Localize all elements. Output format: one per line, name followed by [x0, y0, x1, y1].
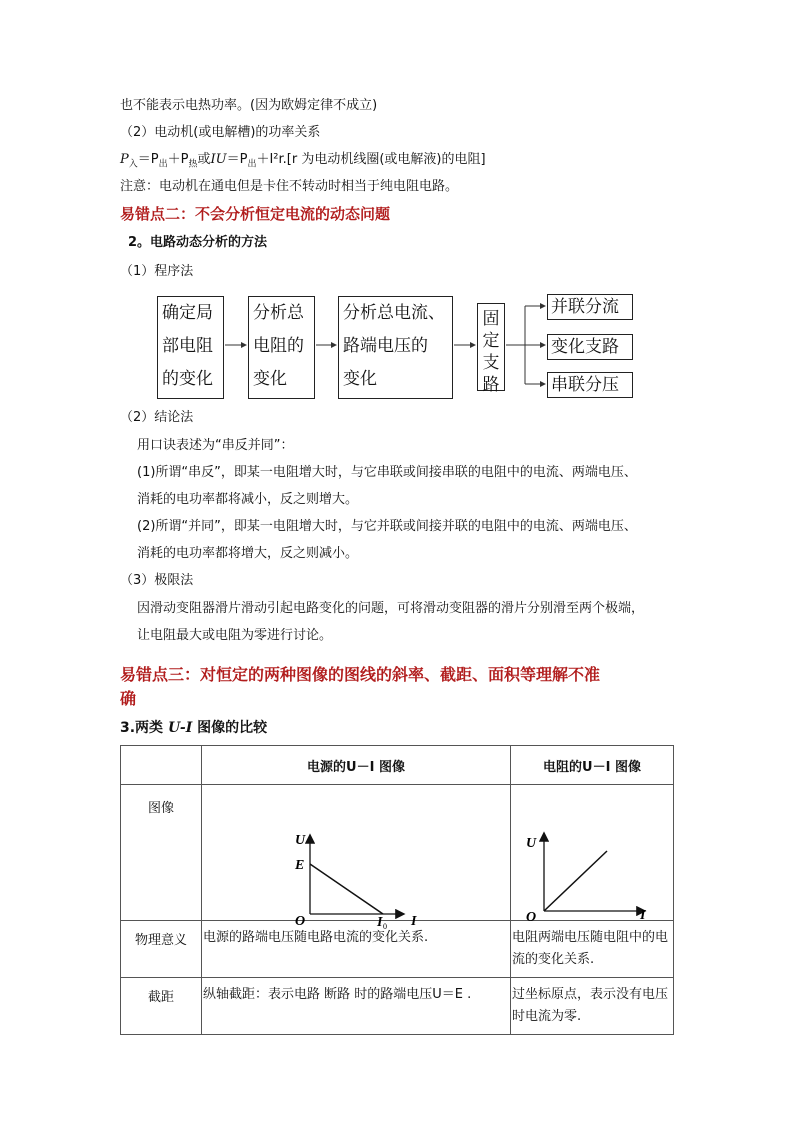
row-label-image: 图像 [121, 785, 202, 921]
resistor-ui-graph [512, 786, 672, 925]
source-ui-graph [203, 786, 509, 931]
intro-note: 注意：电动机在通电但是卡住不转动时相当于纯电阻电路。 [120, 179, 459, 194]
method2-label: （2）结论法 [120, 410, 194, 425]
header-source-graph: 电源的U－I 图像 [202, 746, 511, 785]
section3-subtitle: 3.两类 U-I 图像的比较 [120, 720, 268, 736]
section3-title-line-2: 确 [120, 689, 137, 708]
meaning-source-cell: 电源的路端电压随电路电流的变化关系. [202, 921, 511, 978]
method2-line-3: 消耗的电功率都将减小，反之则增大。 [137, 492, 359, 507]
source-i-label: I [411, 914, 417, 929]
ui-comparison-table [120, 745, 674, 1035]
source-u-label: U [295, 833, 306, 848]
method2-line-5: 消耗的电功率都将增大，反之则减小。 [137, 546, 359, 561]
resistor-origin-label: O [526, 910, 537, 925]
source-i0-label: I [377, 915, 383, 930]
source-origin-label: O [295, 914, 306, 929]
method3-label: （3）极限法 [120, 573, 194, 588]
source-line [310, 864, 383, 914]
flow-box-total-resistance: 分析总 电阻的 变化 [248, 296, 315, 399]
power-formula: $P_入=P_出+P_热$或$IU=P_出+I^2r.[r$ 为电动机线圈(或电解液)的电阻] [120, 152, 486, 170]
method2-line-4: (2)所谓“并同”，即某一电阻增大时，与它并联或间接并联的电阻中的电流、两端电压、 [137, 519, 637, 534]
source-i0-subscript: 0 [383, 922, 387, 931]
section2-subtitle: 2。电路动态分析的方法 [128, 235, 268, 250]
method2-line-2: (1)所谓“串反”，即某一电阻增大时，与它串联或间接串联的电阻中的电流、两端电压、 [137, 465, 637, 480]
row-label-meaning: 物理意义 [121, 921, 202, 978]
intro-line-1: 也不能表示电热功率。(因为欧姆定律不成立) [120, 98, 378, 113]
intro-line-2: （2）电动机(或电解槽)的功率关系 [120, 125, 321, 140]
table-row-intercept [121, 978, 674, 1035]
flow-box-local-resistance: 确定局 部电阻 的变化 [157, 296, 224, 399]
method1-label: （1）程序法 [120, 264, 194, 279]
header-resistor-graph: 电阻的U－I 图像 [511, 746, 674, 785]
meaning-resistor-cell: 电阻两端电压随电阻中的电流的变化关系. [511, 921, 674, 978]
flow-box-total-current: 分析总电流、 路端电压的 变化 [338, 296, 453, 399]
source-graph-cell [202, 785, 511, 931]
flow-arrows [0, 0, 794, 420]
method2-line-1: 用口诀表述为“串反并同”： [137, 438, 294, 453]
flow-out-series: 串联分压 [547, 372, 633, 398]
resistor-graph-cell [511, 785, 674, 925]
row-label-intercept: 截距 [121, 978, 202, 1035]
table-row-meaning [121, 921, 674, 978]
section2-title: 易错点二：不会分析恒定电流的动态问题 [120, 205, 391, 223]
resistor-line [544, 851, 607, 911]
method3-line-2: 让电阻最大或电阻为零进行讨论。 [137, 628, 333, 643]
table-header-row [121, 746, 674, 785]
table-row-image [121, 785, 674, 921]
intercept-resistor-cell: 过坐标原点，表示没有电压时电流为零. [511, 978, 674, 1035]
flow-out-branch: 变化支路 [547, 334, 633, 360]
header-empty-cell [121, 746, 202, 785]
method3-line-1: 因滑动变阻器滑片滑动引起电路变化的问题，可将滑动变阻器的滑片分别滑至两个极端， [137, 601, 645, 616]
resistor-u-label: U [526, 836, 537, 851]
source-e-label: E [295, 858, 305, 873]
flow-out-parallel: 并联分流 [547, 294, 633, 320]
intercept-source-cell: 纵轴截距：表示电路 断路 时的路端电压U＝E . [202, 978, 511, 1035]
resistor-i-label: I [640, 908, 646, 923]
section3-title-line-1: 易错点三：对恒定的两种图像的图线的斜率、截距、面积等理解不准 [120, 665, 601, 684]
flow-box-fixed-branch: 固 定 支 路 [477, 303, 505, 391]
